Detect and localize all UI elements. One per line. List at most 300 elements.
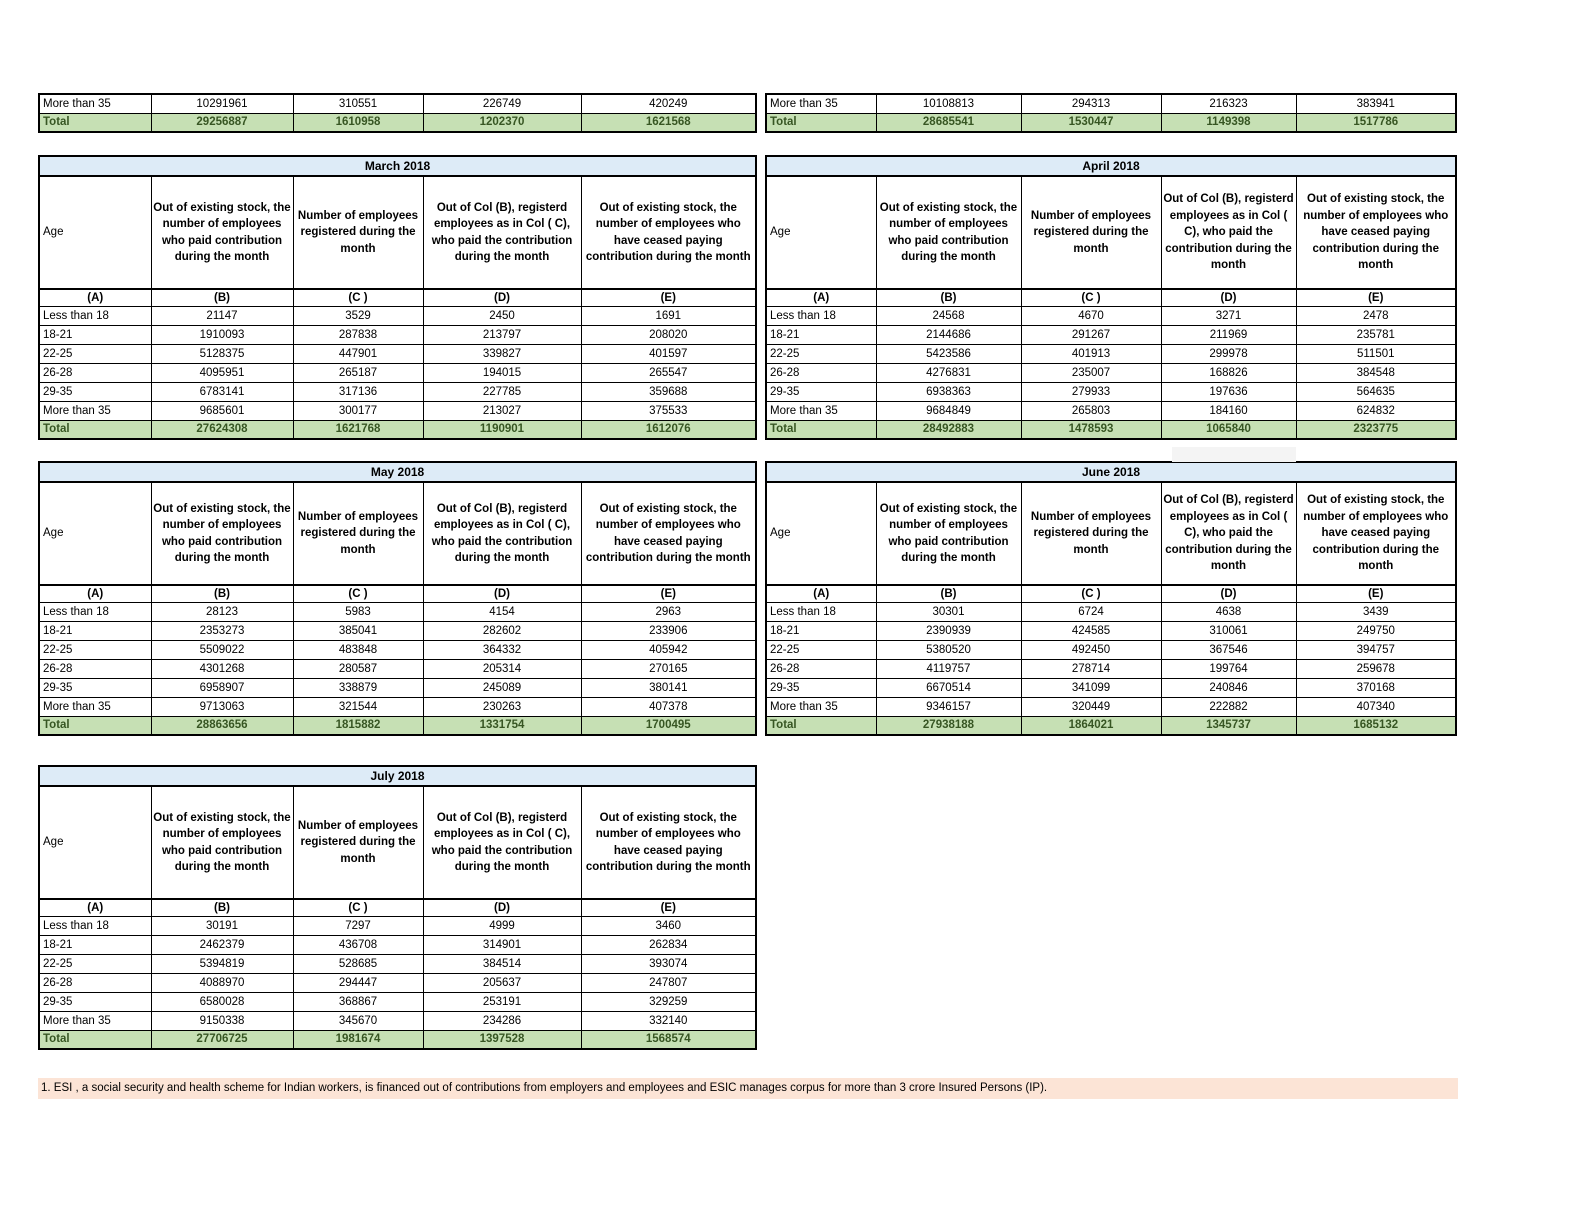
value-cell: 216323 <box>1161 94 1296 113</box>
value-cell: 222882 <box>1161 697 1296 716</box>
data-row <box>39 973 756 992</box>
value-cell: 208020 <box>581 325 756 344</box>
value-cell: 370168 <box>1296 678 1456 697</box>
age-label: More than 35 <box>766 697 876 716</box>
total-row <box>766 420 1456 439</box>
column-header-cell <box>423 482 581 585</box>
total-row <box>766 716 1456 735</box>
data-row <box>766 621 1456 640</box>
value-cell: 278714 <box>1021 659 1161 678</box>
value-cell: 1612076 <box>581 420 756 439</box>
column-letter: (E) <box>581 585 756 602</box>
value-cell: 320449 <box>1021 697 1161 716</box>
table-march-2018 <box>38 155 757 440</box>
column-letter: (A) <box>766 585 876 602</box>
value-cell: 3271 <box>1161 306 1296 325</box>
value-cell: 4095951 <box>151 363 293 382</box>
value-cell: 240846 <box>1161 678 1296 697</box>
value-cell: 436708 <box>293 935 423 954</box>
column-header-text: Age <box>770 527 791 540</box>
data-row <box>39 640 756 659</box>
value-cell: 338879 <box>293 678 423 697</box>
age-label: 22-25 <box>39 954 151 973</box>
age-label: 26-28 <box>766 659 876 678</box>
column-header-cell <box>293 482 423 585</box>
value-cell: 294313 <box>1021 94 1161 113</box>
value-cell: 380141 <box>581 678 756 697</box>
value-cell: 6958907 <box>151 678 293 697</box>
data-row <box>766 344 1456 363</box>
value-cell: 1397528 <box>423 1030 581 1049</box>
data-row <box>766 640 1456 659</box>
total-row <box>39 716 756 735</box>
value-cell: 5128375 <box>151 344 293 363</box>
column-letter: (A) <box>766 289 876 306</box>
column-letter: (E) <box>1296 585 1456 602</box>
total-label: Total <box>39 716 151 735</box>
value-cell: 300177 <box>293 401 423 420</box>
value-cell: 1700495 <box>581 716 756 735</box>
value-cell: 317136 <box>293 382 423 401</box>
value-cell: 211969 <box>1161 325 1296 344</box>
value-cell: 511501 <box>1296 344 1456 363</box>
footnote: 1. ESI , a social security and health scheme for Indian workers, is financed out of contributions from employers and employees and ESIC manages corpus for more than 3 crore Insured Persons (IP). <box>38 1078 1458 1099</box>
value-cell: 3460 <box>581 916 756 935</box>
column-letter: (E) <box>581 289 756 306</box>
column-header-text: Out of Col (B), registerd employees as in Col ( C), who paid the contribution during the month <box>1163 193 1294 272</box>
value-cell: 359688 <box>581 382 756 401</box>
value-cell: 4638 <box>1161 602 1296 621</box>
column-header-text: Out of existing stock, the number of employees who have ceased paying contribution during the month <box>1303 193 1449 272</box>
data-row <box>39 306 756 325</box>
value-cell: 385041 <box>293 621 423 640</box>
column-letter: (B) <box>151 585 293 602</box>
age-label: 22-25 <box>766 640 876 659</box>
data-row <box>39 916 756 935</box>
value-cell: 4670 <box>1021 306 1161 325</box>
age-label: More than 35 <box>39 697 151 716</box>
value-cell: 384514 <box>423 954 581 973</box>
value-cell: 364332 <box>423 640 581 659</box>
value-cell: 1530447 <box>1021 113 1161 132</box>
data-row <box>766 382 1456 401</box>
value-cell: 1345737 <box>1161 716 1296 735</box>
column-letter: (E) <box>1296 289 1456 306</box>
value-cell: 265803 <box>1021 401 1161 420</box>
month-title: April 2018 <box>766 156 1456 176</box>
column-letter: (D) <box>423 585 581 602</box>
value-cell: 341099 <box>1021 678 1161 697</box>
data-row <box>39 992 756 1011</box>
age-label: 18-21 <box>766 325 876 344</box>
column-header-text: Out of existing stock, the number of employees who paid contribution during the month <box>879 201 1018 263</box>
value-cell: 197636 <box>1161 382 1296 401</box>
data-row <box>39 659 756 678</box>
value-cell: 9684849 <box>876 401 1021 420</box>
value-cell: 194015 <box>423 363 581 382</box>
value-cell: 1981674 <box>293 1030 423 1049</box>
value-cell: 279933 <box>1021 382 1161 401</box>
age-label: 26-28 <box>39 973 151 992</box>
value-cell: 27938188 <box>876 716 1021 735</box>
table-top-right-partial <box>765 93 1457 133</box>
column-header-cell <box>151 482 293 585</box>
column-header-text: Number of employees registered during the month <box>1030 510 1152 556</box>
column-letter: (D) <box>1161 585 1296 602</box>
column-letter: (C ) <box>293 899 423 916</box>
age-label: 26-28 <box>766 363 876 382</box>
value-cell: 624832 <box>1296 401 1456 420</box>
value-cell: 332140 <box>581 1011 756 1030</box>
month-title: June 2018 <box>766 462 1456 482</box>
value-cell: 4088970 <box>151 973 293 992</box>
column-header-cell <box>151 176 293 289</box>
value-cell: 205314 <box>423 659 581 678</box>
total-label: Total <box>39 113 151 132</box>
age-label: 22-25 <box>39 344 151 363</box>
value-cell: 1065840 <box>1161 420 1296 439</box>
data-row <box>766 602 1456 621</box>
value-cell: 4119757 <box>876 659 1021 678</box>
value-cell: 1331754 <box>423 716 581 735</box>
value-cell: 235781 <box>1296 325 1456 344</box>
column-header-text: Age <box>43 836 64 849</box>
column-header-text: Number of employees registered during the month <box>1030 209 1152 255</box>
column-letter: (D) <box>1161 289 1296 306</box>
column-letter: (C ) <box>1021 289 1161 306</box>
value-cell: 27624308 <box>151 420 293 439</box>
value-cell: 6580028 <box>151 992 293 1011</box>
column-header-cell <box>1296 482 1456 585</box>
column-header-cell <box>1021 176 1161 289</box>
value-cell: 28863656 <box>151 716 293 735</box>
column-header-text: Out of Col (B), registerd employees as in Col ( C), who paid the contribution during the month <box>431 811 573 873</box>
data-row <box>39 401 756 420</box>
column-header-cell <box>581 176 756 289</box>
value-cell: 1149398 <box>1161 113 1296 132</box>
table-top-left-partial <box>38 93 757 133</box>
data-table <box>38 155 757 440</box>
age-label: Less than 18 <box>766 602 876 621</box>
age-label: Less than 18 <box>39 306 151 325</box>
data-row <box>39 1011 756 1030</box>
month-title: March 2018 <box>39 156 756 176</box>
value-cell: 2462379 <box>151 935 293 954</box>
value-cell: 280587 <box>293 659 423 678</box>
data-row <box>766 363 1456 382</box>
value-cell: 28685541 <box>876 113 1021 132</box>
value-cell: 368867 <box>293 992 423 1011</box>
table-june-2018 <box>765 461 1457 736</box>
column-header-cell <box>39 482 151 585</box>
value-cell: 4276831 <box>876 363 1021 382</box>
data-row <box>766 325 1456 344</box>
column-header-text: Age <box>43 527 64 540</box>
data-row <box>766 697 1456 716</box>
column-letter: (B) <box>151 899 293 916</box>
value-cell: 24568 <box>876 306 1021 325</box>
column-letter: (C ) <box>293 585 423 602</box>
value-cell: 5380520 <box>876 640 1021 659</box>
column-header-text: Out of existing stock, the number of employees who have ceased paying contribution during the month <box>585 201 751 263</box>
value-cell: 2144686 <box>876 325 1021 344</box>
column-header-cell <box>1296 176 1456 289</box>
value-cell: 3529 <box>293 306 423 325</box>
table-may-2018 <box>38 461 757 736</box>
age-label: Less than 18 <box>39 602 151 621</box>
value-cell: 213027 <box>423 401 581 420</box>
value-cell: 226749 <box>423 94 581 113</box>
age-label: 18-21 <box>39 621 151 640</box>
data-table <box>38 461 757 736</box>
value-cell: 407340 <box>1296 697 1456 716</box>
column-letter: (C ) <box>293 289 423 306</box>
value-cell: 420249 <box>581 94 756 113</box>
age-label: 29-35 <box>39 992 151 1011</box>
age-label: 29-35 <box>766 382 876 401</box>
value-cell: 227785 <box>423 382 581 401</box>
data-row <box>39 602 756 621</box>
column-header-cell <box>581 482 756 585</box>
value-cell: 2450 <box>423 306 581 325</box>
value-cell: 291267 <box>1021 325 1161 344</box>
value-cell: 483848 <box>293 640 423 659</box>
data-table <box>765 93 1457 133</box>
total-row <box>39 113 756 132</box>
age-label: Less than 18 <box>39 916 151 935</box>
value-cell: 233906 <box>581 621 756 640</box>
value-cell: 3439 <box>1296 602 1456 621</box>
column-header-text: Out of existing stock, the number of employees who paid contribution during the month <box>153 201 291 263</box>
column-header-text: Out of Col (B), registerd employees as in Col ( C), who paid the contribution during the month <box>1163 494 1294 573</box>
value-cell: 249750 <box>1296 621 1456 640</box>
column-header-cell <box>151 786 293 899</box>
value-cell: 9150338 <box>151 1011 293 1030</box>
total-label: Total <box>39 420 151 439</box>
value-cell: 2390939 <box>876 621 1021 640</box>
value-cell: 384548 <box>1296 363 1456 382</box>
value-cell: 21147 <box>151 306 293 325</box>
table-july-2018 <box>38 765 757 1050</box>
value-cell: 7297 <box>293 916 423 935</box>
column-header-cell <box>766 482 876 585</box>
age-label: More than 35 <box>39 94 151 113</box>
column-header-text: Age <box>770 226 791 239</box>
value-cell: 1621768 <box>293 420 423 439</box>
value-cell: 245089 <box>423 678 581 697</box>
value-cell: 259678 <box>1296 659 1456 678</box>
value-cell: 5423586 <box>876 344 1021 363</box>
column-header-cell <box>876 482 1021 585</box>
value-cell: 394757 <box>1296 640 1456 659</box>
month-title: May 2018 <box>39 462 756 482</box>
value-cell: 30301 <box>876 602 1021 621</box>
column-header-text: Number of employees registered during the month <box>297 819 419 865</box>
cell-fill-artifact <box>1172 447 1296 462</box>
column-letter: (A) <box>39 899 151 916</box>
value-cell: 528685 <box>293 954 423 973</box>
data-row <box>39 697 756 716</box>
value-cell: 310061 <box>1161 621 1296 640</box>
value-cell: 299978 <box>1161 344 1296 363</box>
column-header-cell <box>293 786 423 899</box>
value-cell: 205637 <box>423 973 581 992</box>
value-cell: 1685132 <box>1296 716 1456 735</box>
value-cell: 9713063 <box>151 697 293 716</box>
value-cell: 2323775 <box>1296 420 1456 439</box>
data-row <box>766 94 1456 113</box>
total-row <box>39 420 756 439</box>
data-row <box>766 659 1456 678</box>
age-label: 26-28 <box>39 659 151 678</box>
data-row <box>766 306 1456 325</box>
column-header-cell <box>1021 482 1161 585</box>
value-cell: 345670 <box>293 1011 423 1030</box>
value-cell: 6938363 <box>876 382 1021 401</box>
value-cell: 405942 <box>581 640 756 659</box>
month-title: July 2018 <box>39 766 756 786</box>
age-label: 22-25 <box>39 640 151 659</box>
value-cell: 9685601 <box>151 401 293 420</box>
total-row <box>39 1030 756 1049</box>
column-header-text: Out of existing stock, the number of employees who paid contribution during the month <box>879 502 1018 564</box>
column-letter: (B) <box>876 289 1021 306</box>
age-label: More than 35 <box>766 94 876 113</box>
data-table <box>38 93 757 133</box>
value-cell: 1910093 <box>151 325 293 344</box>
column-header-cell <box>766 176 876 289</box>
total-label: Total <box>766 113 876 132</box>
value-cell: 1864021 <box>1021 716 1161 735</box>
data-row <box>39 363 756 382</box>
value-cell: 375533 <box>581 401 756 420</box>
value-cell: 329259 <box>581 992 756 1011</box>
value-cell: 1478593 <box>1021 420 1161 439</box>
value-cell: 1691 <box>581 306 756 325</box>
value-cell: 168826 <box>1161 363 1296 382</box>
value-cell: 1517786 <box>1296 113 1456 132</box>
value-cell: 28492883 <box>876 420 1021 439</box>
value-cell: 30191 <box>151 916 293 935</box>
value-cell: 407378 <box>581 697 756 716</box>
total-label: Total <box>766 716 876 735</box>
column-header-text: Out of existing stock, the number of employees who have ceased paying contribution during the month <box>585 502 751 564</box>
age-label: 18-21 <box>39 325 151 344</box>
column-header-text: Out of existing stock, the number of employees who paid contribution during the month <box>153 502 291 564</box>
value-cell: 383941 <box>1296 94 1456 113</box>
value-cell: 492450 <box>1021 640 1161 659</box>
age-label: More than 35 <box>39 1011 151 1030</box>
value-cell: 1190901 <box>423 420 581 439</box>
value-cell: 265187 <box>293 363 423 382</box>
value-cell: 367546 <box>1161 640 1296 659</box>
column-header-text: Number of employees registered during the month <box>297 209 419 255</box>
value-cell: 199764 <box>1161 659 1296 678</box>
value-cell: 287838 <box>293 325 423 344</box>
value-cell: 265547 <box>581 363 756 382</box>
value-cell: 321544 <box>293 697 423 716</box>
total-row <box>766 113 1456 132</box>
data-table <box>38 765 757 1050</box>
data-row <box>766 401 1456 420</box>
total-label: Total <box>766 420 876 439</box>
column-header-cell <box>423 176 581 289</box>
data-table <box>765 461 1457 736</box>
value-cell: 6670514 <box>876 678 1021 697</box>
value-cell: 29256887 <box>151 113 293 132</box>
column-header-text: Age <box>43 226 64 239</box>
age-label: 29-35 <box>766 678 876 697</box>
age-label: 18-21 <box>766 621 876 640</box>
value-cell: 401597 <box>581 344 756 363</box>
value-cell: 213797 <box>423 325 581 344</box>
value-cell: 28123 <box>151 602 293 621</box>
value-cell: 2963 <box>581 602 756 621</box>
column-header-cell <box>581 786 756 899</box>
data-row <box>39 94 756 113</box>
column-header-cell <box>423 786 581 899</box>
value-cell: 9346157 <box>876 697 1021 716</box>
value-cell: 10291961 <box>151 94 293 113</box>
value-cell: 564635 <box>1296 382 1456 401</box>
age-label: 22-25 <box>766 344 876 363</box>
value-cell: 6783141 <box>151 382 293 401</box>
age-label: More than 35 <box>766 401 876 420</box>
data-row <box>39 382 756 401</box>
value-cell: 5983 <box>293 602 423 621</box>
data-row <box>39 325 756 344</box>
value-cell: 262834 <box>581 935 756 954</box>
data-row <box>39 621 756 640</box>
age-label: 26-28 <box>39 363 151 382</box>
value-cell: 1568574 <box>581 1030 756 1049</box>
value-cell: 235007 <box>1021 363 1161 382</box>
value-cell: 294447 <box>293 973 423 992</box>
value-cell: 1202370 <box>423 113 581 132</box>
column-header-cell <box>1161 176 1296 289</box>
value-cell: 424585 <box>1021 621 1161 640</box>
value-cell: 27706725 <box>151 1030 293 1049</box>
value-cell: 339827 <box>423 344 581 363</box>
column-letter: (C ) <box>1021 585 1161 602</box>
column-header-cell <box>39 786 151 899</box>
data-row <box>39 344 756 363</box>
column-header-cell <box>1161 482 1296 585</box>
data-row <box>39 935 756 954</box>
column-letter: (B) <box>151 289 293 306</box>
value-cell: 10108813 <box>876 94 1021 113</box>
value-cell: 310551 <box>293 94 423 113</box>
data-row <box>39 678 756 697</box>
column-header-text: Number of employees registered during the month <box>297 510 419 556</box>
table-april-2018 <box>765 155 1457 440</box>
value-cell: 253191 <box>423 992 581 1011</box>
value-cell: 314901 <box>423 935 581 954</box>
column-header-cell <box>39 176 151 289</box>
value-cell: 4999 <box>423 916 581 935</box>
value-cell: 401913 <box>1021 344 1161 363</box>
column-letter: (D) <box>423 899 581 916</box>
age-label: 29-35 <box>39 678 151 697</box>
column-header-text: Out of existing stock, the number of employees who have ceased paying contribution during the month <box>585 811 751 873</box>
value-cell: 1610958 <box>293 113 423 132</box>
age-label: Less than 18 <box>766 306 876 325</box>
age-label: More than 35 <box>39 401 151 420</box>
value-cell: 4154 <box>423 602 581 621</box>
value-cell: 2353273 <box>151 621 293 640</box>
column-letter: (A) <box>39 289 151 306</box>
column-letter: (A) <box>39 585 151 602</box>
